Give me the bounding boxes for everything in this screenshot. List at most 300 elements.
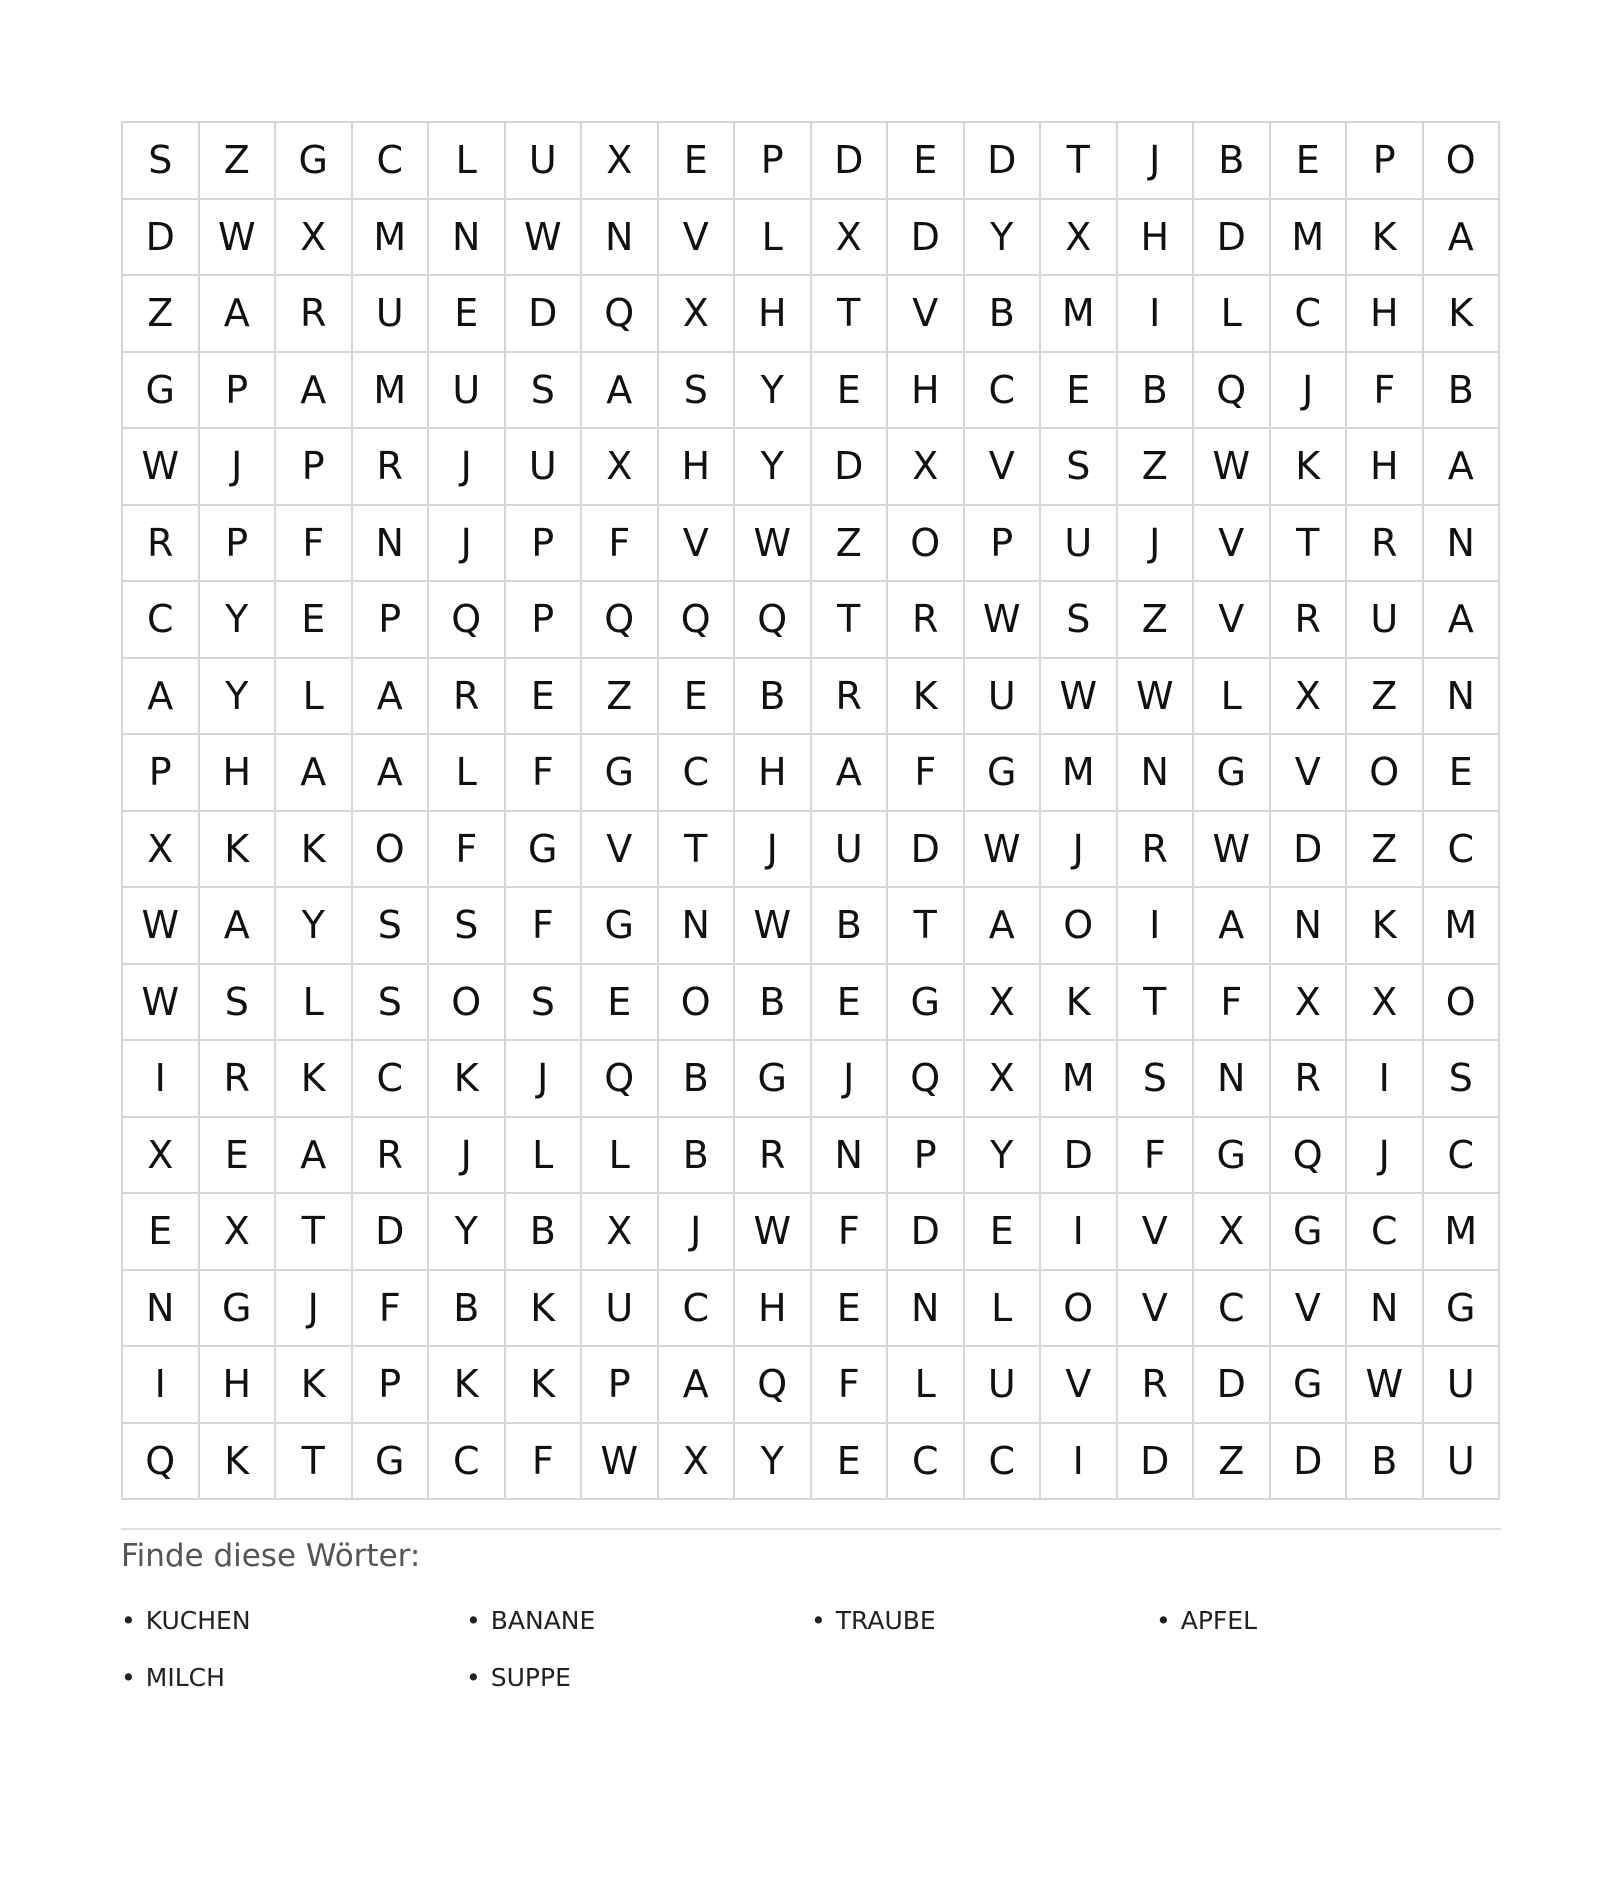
grid-cell[interactable]: F <box>1118 1118 1195 1195</box>
grid-cell[interactable]: E <box>276 582 353 659</box>
grid-cell[interactable]: V <box>1271 1271 1348 1348</box>
grid-cell[interactable]: J <box>429 429 506 506</box>
grid-cell[interactable]: J <box>429 1118 506 1195</box>
grid-cell[interactable]: P <box>123 735 200 812</box>
grid-cell[interactable]: O <box>1041 888 1118 965</box>
grid-cell[interactable]: D <box>812 429 889 506</box>
grid-cell[interactable]: E <box>965 1194 1042 1271</box>
grid-cell[interactable]: H <box>659 429 736 506</box>
grid-cell[interactable]: K <box>888 659 965 736</box>
grid-cell[interactable]: G <box>353 1424 430 1501</box>
grid-cell[interactable]: A <box>353 659 430 736</box>
grid-cell[interactable]: X <box>582 1194 659 1271</box>
grid-cell[interactable]: A <box>1424 582 1501 659</box>
grid-cell[interactable]: C <box>965 353 1042 430</box>
grid-cell[interactable]: X <box>1194 1194 1271 1271</box>
grid-cell[interactable]: D <box>123 200 200 277</box>
grid-cell[interactable]: I <box>1118 888 1195 965</box>
grid-cell[interactable]: C <box>1424 1118 1501 1195</box>
grid-cell[interactable]: F <box>429 812 506 889</box>
grid-cell[interactable]: X <box>123 812 200 889</box>
grid-cell[interactable]: B <box>1347 1424 1424 1501</box>
grid-cell[interactable]: T <box>276 1194 353 1271</box>
grid-cell[interactable]: C <box>1194 1271 1271 1348</box>
grid-cell[interactable]: Q <box>582 1041 659 1118</box>
grid-cell[interactable]: P <box>1347 123 1424 200</box>
grid-cell[interactable]: M <box>1041 276 1118 353</box>
grid-cell[interactable]: I <box>1041 1424 1118 1501</box>
grid-cell[interactable]: Q <box>1271 1118 1348 1195</box>
grid-cell[interactable]: R <box>735 1118 812 1195</box>
grid-cell[interactable]: E <box>659 123 736 200</box>
grid-cell[interactable]: K <box>276 1347 353 1424</box>
grid-cell[interactable]: E <box>888 123 965 200</box>
grid-cell[interactable]: X <box>965 1041 1042 1118</box>
grid-cell[interactable]: H <box>888 353 965 430</box>
grid-cell[interactable]: N <box>1194 1041 1271 1118</box>
grid-cell[interactable]: P <box>735 123 812 200</box>
grid-cell[interactable]: D <box>888 812 965 889</box>
grid-cell[interactable]: X <box>200 1194 277 1271</box>
grid-cell[interactable]: U <box>1347 582 1424 659</box>
grid-cell[interactable]: Q <box>429 582 506 659</box>
grid-cell[interactable]: L <box>1194 276 1271 353</box>
grid-cell[interactable]: H <box>735 1271 812 1348</box>
grid-cell[interactable]: K <box>429 1347 506 1424</box>
grid-cell[interactable]: O <box>659 965 736 1042</box>
grid-cell[interactable]: E <box>582 965 659 1042</box>
grid-cell[interactable]: P <box>888 1118 965 1195</box>
grid-cell[interactable]: I <box>123 1041 200 1118</box>
grid-cell[interactable]: C <box>888 1424 965 1501</box>
grid-cell[interactable]: Y <box>965 200 1042 277</box>
grid-cell[interactable]: C <box>965 1424 1042 1501</box>
grid-cell[interactable]: J <box>1118 123 1195 200</box>
grid-cell[interactable]: Y <box>429 1194 506 1271</box>
grid-cell[interactable]: L <box>1194 659 1271 736</box>
grid-cell[interactable]: J <box>1041 812 1118 889</box>
grid-cell[interactable]: Z <box>1118 429 1195 506</box>
grid-cell[interactable]: F <box>506 1424 583 1501</box>
grid-cell[interactable]: A <box>276 735 353 812</box>
grid-cell[interactable]: S <box>1118 1041 1195 1118</box>
grid-cell[interactable]: S <box>1041 429 1118 506</box>
grid-cell[interactable]: P <box>353 1347 430 1424</box>
grid-cell[interactable]: H <box>200 735 277 812</box>
grid-cell[interactable]: A <box>353 735 430 812</box>
grid-cell[interactable]: K <box>200 1424 277 1501</box>
grid-cell[interactable]: H <box>735 276 812 353</box>
grid-cell[interactable]: K <box>1347 888 1424 965</box>
grid-cell[interactable]: W <box>735 888 812 965</box>
grid-cell[interactable]: W <box>735 1194 812 1271</box>
grid-cell[interactable]: D <box>965 123 1042 200</box>
grid-cell[interactable]: N <box>429 200 506 277</box>
grid-cell[interactable]: U <box>1424 1347 1501 1424</box>
grid-cell[interactable]: X <box>1271 659 1348 736</box>
grid-cell[interactable]: I <box>1347 1041 1424 1118</box>
grid-cell[interactable]: R <box>1118 1347 1195 1424</box>
grid-cell[interactable]: F <box>506 888 583 965</box>
grid-cell[interactable]: E <box>200 1118 277 1195</box>
grid-cell[interactable]: E <box>812 353 889 430</box>
grid-cell[interactable]: V <box>659 200 736 277</box>
grid-cell[interactable]: D <box>1271 1424 1348 1501</box>
grid-cell[interactable]: E <box>506 659 583 736</box>
grid-cell[interactable]: L <box>735 200 812 277</box>
grid-cell[interactable]: V <box>582 812 659 889</box>
grid-cell[interactable]: X <box>1347 965 1424 1042</box>
grid-cell[interactable]: L <box>506 1118 583 1195</box>
grid-cell[interactable]: B <box>1118 353 1195 430</box>
grid-cell[interactable]: K <box>506 1271 583 1348</box>
grid-cell[interactable]: P <box>200 506 277 583</box>
grid-cell[interactable]: G <box>1424 1271 1501 1348</box>
grid-cell[interactable]: E <box>429 276 506 353</box>
grid-cell[interactable]: W <box>1194 429 1271 506</box>
grid-cell[interactable]: J <box>1271 353 1348 430</box>
grid-cell[interactable]: T <box>1118 965 1195 1042</box>
grid-cell[interactable]: F <box>1347 353 1424 430</box>
grid-cell[interactable]: T <box>1041 123 1118 200</box>
grid-cell[interactable]: W <box>1041 659 1118 736</box>
grid-cell[interactable]: F <box>582 506 659 583</box>
grid-cell[interactable]: R <box>1118 812 1195 889</box>
grid-cell[interactable]: K <box>276 1041 353 1118</box>
grid-cell[interactable]: O <box>353 812 430 889</box>
grid-cell[interactable]: Q <box>735 1347 812 1424</box>
grid-cell[interactable]: B <box>659 1118 736 1195</box>
grid-cell[interactable]: B <box>1424 353 1501 430</box>
grid-cell[interactable]: K <box>1041 965 1118 1042</box>
grid-cell[interactable]: G <box>1194 735 1271 812</box>
grid-cell[interactable]: M <box>1424 888 1501 965</box>
grid-cell[interactable]: M <box>353 353 430 430</box>
grid-cell[interactable]: E <box>123 1194 200 1271</box>
grid-cell[interactable]: H <box>200 1347 277 1424</box>
grid-cell[interactable]: B <box>965 276 1042 353</box>
grid-cell[interactable]: B <box>735 965 812 1042</box>
grid-cell[interactable]: Q <box>582 276 659 353</box>
grid-cell[interactable]: U <box>965 1347 1042 1424</box>
grid-cell[interactable]: V <box>1194 582 1271 659</box>
grid-cell[interactable]: M <box>1041 735 1118 812</box>
grid-cell[interactable]: R <box>429 659 506 736</box>
grid-cell[interactable]: Z <box>582 659 659 736</box>
grid-cell[interactable]: C <box>429 1424 506 1501</box>
grid-cell[interactable]: J <box>812 1041 889 1118</box>
grid-cell[interactable]: L <box>965 1271 1042 1348</box>
grid-cell[interactable]: T <box>1271 506 1348 583</box>
grid-cell[interactable]: D <box>1041 1118 1118 1195</box>
grid-cell[interactable]: X <box>582 429 659 506</box>
grid-cell[interactable]: F <box>1194 965 1271 1042</box>
grid-cell[interactable]: P <box>353 582 430 659</box>
grid-cell[interactable]: N <box>582 200 659 277</box>
grid-cell[interactable]: A <box>1194 888 1271 965</box>
grid-cell[interactable]: P <box>582 1347 659 1424</box>
grid-cell[interactable]: N <box>1271 888 1348 965</box>
grid-cell[interactable]: V <box>1118 1271 1195 1348</box>
grid-cell[interactable]: W <box>1194 812 1271 889</box>
grid-cell[interactable]: A <box>659 1347 736 1424</box>
grid-cell[interactable]: K <box>1424 276 1501 353</box>
grid-cell[interactable]: E <box>1041 353 1118 430</box>
grid-cell[interactable]: X <box>123 1118 200 1195</box>
grid-cell[interactable]: V <box>888 276 965 353</box>
grid-cell[interactable]: B <box>1194 123 1271 200</box>
grid-cell[interactable]: Z <box>200 123 277 200</box>
grid-cell[interactable]: E <box>812 965 889 1042</box>
grid-cell[interactable]: Y <box>735 429 812 506</box>
grid-cell[interactable]: C <box>1271 276 1348 353</box>
grid-cell[interactable]: O <box>1347 735 1424 812</box>
grid-cell[interactable]: W <box>735 506 812 583</box>
grid-cell[interactable]: O <box>1424 123 1501 200</box>
grid-cell[interactable]: A <box>1424 429 1501 506</box>
grid-cell[interactable]: T <box>276 1424 353 1501</box>
grid-cell[interactable]: J <box>429 506 506 583</box>
grid-cell[interactable]: L <box>582 1118 659 1195</box>
grid-cell[interactable]: G <box>506 812 583 889</box>
grid-cell[interactable]: K <box>429 1041 506 1118</box>
grid-cell[interactable]: U <box>1041 506 1118 583</box>
grid-cell[interactable]: D <box>1271 812 1348 889</box>
grid-cell[interactable]: E <box>812 1424 889 1501</box>
grid-cell[interactable]: R <box>1271 582 1348 659</box>
grid-cell[interactable]: V <box>965 429 1042 506</box>
grid-cell[interactable]: N <box>1424 659 1501 736</box>
grid-cell[interactable]: R <box>353 429 430 506</box>
grid-cell[interactable]: A <box>582 353 659 430</box>
grid-cell[interactable]: P <box>506 506 583 583</box>
grid-cell[interactable]: R <box>276 276 353 353</box>
grid-cell[interactable]: N <box>812 1118 889 1195</box>
grid-cell[interactable]: N <box>1424 506 1501 583</box>
grid-cell[interactable]: R <box>888 582 965 659</box>
grid-cell[interactable]: A <box>1424 200 1501 277</box>
grid-cell[interactable]: D <box>1118 1424 1195 1501</box>
grid-cell[interactable]: J <box>506 1041 583 1118</box>
grid-cell[interactable]: Q <box>659 582 736 659</box>
grid-cell[interactable]: L <box>429 123 506 200</box>
grid-cell[interactable]: W <box>582 1424 659 1501</box>
grid-cell[interactable]: B <box>429 1271 506 1348</box>
grid-cell[interactable]: O <box>1424 965 1501 1042</box>
grid-cell[interactable]: Y <box>200 659 277 736</box>
grid-cell[interactable]: V <box>1118 1194 1195 1271</box>
grid-cell[interactable]: Z <box>123 276 200 353</box>
grid-cell[interactable]: A <box>276 1118 353 1195</box>
grid-cell[interactable]: W <box>123 965 200 1042</box>
grid-cell[interactable]: V <box>1041 1347 1118 1424</box>
grid-cell[interactable]: G <box>888 965 965 1042</box>
grid-cell[interactable]: R <box>812 659 889 736</box>
grid-cell[interactable]: Q <box>888 1041 965 1118</box>
grid-cell[interactable]: D <box>888 1194 965 1271</box>
grid-cell[interactable]: U <box>506 123 583 200</box>
grid-cell[interactable]: M <box>1271 200 1348 277</box>
grid-cell[interactable]: K <box>200 812 277 889</box>
grid-cell[interactable]: W <box>506 200 583 277</box>
grid-cell[interactable]: F <box>812 1347 889 1424</box>
grid-cell[interactable]: D <box>1194 1347 1271 1424</box>
grid-cell[interactable]: A <box>812 735 889 812</box>
grid-cell[interactable]: F <box>276 506 353 583</box>
grid-cell[interactable]: H <box>735 735 812 812</box>
grid-cell[interactable]: F <box>353 1271 430 1348</box>
grid-cell[interactable]: S <box>1424 1041 1501 1118</box>
grid-cell[interactable]: I <box>1118 276 1195 353</box>
grid-cell[interactable]: S <box>506 353 583 430</box>
grid-cell[interactable]: U <box>965 659 1042 736</box>
grid-cell[interactable]: Q <box>735 582 812 659</box>
grid-cell[interactable]: J <box>200 429 277 506</box>
grid-cell[interactable]: L <box>276 965 353 1042</box>
grid-cell[interactable]: D <box>812 123 889 200</box>
grid-cell[interactable]: C <box>353 1041 430 1118</box>
grid-cell[interactable]: R <box>123 506 200 583</box>
grid-cell[interactable]: P <box>506 582 583 659</box>
grid-cell[interactable]: F <box>812 1194 889 1271</box>
grid-cell[interactable]: H <box>1347 429 1424 506</box>
grid-cell[interactable]: Q <box>123 1424 200 1501</box>
grid-cell[interactable]: Y <box>200 582 277 659</box>
grid-cell[interactable]: T <box>659 812 736 889</box>
grid-cell[interactable]: H <box>1347 276 1424 353</box>
grid-cell[interactable]: E <box>659 659 736 736</box>
grid-cell[interactable]: B <box>812 888 889 965</box>
grid-cell[interactable]: X <box>1271 965 1348 1042</box>
grid-cell[interactable]: P <box>276 429 353 506</box>
grid-cell[interactable]: B <box>506 1194 583 1271</box>
grid-cell[interactable]: A <box>123 659 200 736</box>
grid-cell[interactable]: N <box>353 506 430 583</box>
grid-cell[interactable]: W <box>965 582 1042 659</box>
grid-cell[interactable]: G <box>1271 1347 1348 1424</box>
grid-cell[interactable]: P <box>965 506 1042 583</box>
grid-cell[interactable]: X <box>582 123 659 200</box>
grid-cell[interactable]: R <box>1271 1041 1348 1118</box>
grid-cell[interactable]: Y <box>276 888 353 965</box>
grid-cell[interactable]: X <box>659 1424 736 1501</box>
grid-cell[interactable]: S <box>429 888 506 965</box>
grid-cell[interactable]: A <box>276 353 353 430</box>
grid-cell[interactable]: X <box>888 429 965 506</box>
grid-cell[interactable]: N <box>1347 1271 1424 1348</box>
grid-cell[interactable]: T <box>812 582 889 659</box>
grid-cell[interactable]: X <box>965 965 1042 1042</box>
grid-cell[interactable]: Q <box>582 582 659 659</box>
grid-cell[interactable]: D <box>888 200 965 277</box>
grid-cell[interactable]: O <box>1041 1271 1118 1348</box>
grid-cell[interactable]: P <box>200 353 277 430</box>
grid-cell[interactable]: U <box>506 429 583 506</box>
grid-cell[interactable]: M <box>1041 1041 1118 1118</box>
grid-cell[interactable]: W <box>123 888 200 965</box>
grid-cell[interactable]: O <box>888 506 965 583</box>
grid-cell[interactable]: G <box>200 1271 277 1348</box>
grid-cell[interactable]: W <box>123 429 200 506</box>
grid-cell[interactable]: N <box>123 1271 200 1348</box>
grid-cell[interactable]: N <box>888 1271 965 1348</box>
grid-cell[interactable]: D <box>506 276 583 353</box>
grid-cell[interactable]: M <box>1424 1194 1501 1271</box>
grid-cell[interactable]: D <box>1194 200 1271 277</box>
grid-cell[interactable]: U <box>353 276 430 353</box>
grid-cell[interactable]: Z <box>812 506 889 583</box>
grid-cell[interactable]: N <box>1118 735 1195 812</box>
grid-cell[interactable]: X <box>1041 200 1118 277</box>
grid-cell[interactable]: Z <box>1118 582 1195 659</box>
grid-cell[interactable]: Z <box>1347 659 1424 736</box>
grid-cell[interactable]: X <box>812 200 889 277</box>
grid-cell[interactable]: Q <box>1194 353 1271 430</box>
grid-cell[interactable]: S <box>353 888 430 965</box>
grid-cell[interactable]: E <box>812 1271 889 1348</box>
grid-cell[interactable]: K <box>1347 200 1424 277</box>
grid-cell[interactable]: J <box>276 1271 353 1348</box>
grid-cell[interactable]: X <box>659 276 736 353</box>
grid-cell[interactable]: G <box>582 888 659 965</box>
grid-cell[interactable]: R <box>1347 506 1424 583</box>
grid-cell[interactable]: H <box>1118 200 1195 277</box>
grid-cell[interactable]: Z <box>1194 1424 1271 1501</box>
grid-cell[interactable]: C <box>353 123 430 200</box>
grid-cell[interactable]: C <box>1424 812 1501 889</box>
grid-cell[interactable]: O <box>429 965 506 1042</box>
grid-cell[interactable]: Y <box>735 1424 812 1501</box>
grid-cell[interactable]: S <box>659 353 736 430</box>
grid-cell[interactable]: M <box>353 200 430 277</box>
grid-cell[interactable]: G <box>1194 1118 1271 1195</box>
grid-cell[interactable]: L <box>276 659 353 736</box>
grid-cell[interactable]: G <box>276 123 353 200</box>
grid-cell[interactable]: C <box>1347 1194 1424 1271</box>
grid-cell[interactable]: D <box>353 1194 430 1271</box>
grid-cell[interactable]: S <box>1041 582 1118 659</box>
grid-cell[interactable]: V <box>659 506 736 583</box>
grid-cell[interactable]: G <box>1271 1194 1348 1271</box>
grid-cell[interactable]: G <box>965 735 1042 812</box>
grid-cell[interactable]: J <box>735 812 812 889</box>
grid-cell[interactable]: R <box>200 1041 277 1118</box>
grid-cell[interactable]: B <box>735 659 812 736</box>
grid-cell[interactable]: J <box>659 1194 736 1271</box>
grid-cell[interactable]: B <box>659 1041 736 1118</box>
grid-cell[interactable]: F <box>888 735 965 812</box>
grid-cell[interactable]: J <box>1118 506 1195 583</box>
grid-cell[interactable]: V <box>1271 735 1348 812</box>
grid-cell[interactable]: X <box>276 200 353 277</box>
grid-cell[interactable]: L <box>888 1347 965 1424</box>
grid-cell[interactable]: S <box>353 965 430 1042</box>
grid-cell[interactable]: I <box>123 1347 200 1424</box>
grid-cell[interactable]: K <box>276 812 353 889</box>
grid-cell[interactable]: C <box>123 582 200 659</box>
grid-cell[interactable]: A <box>200 276 277 353</box>
grid-cell[interactable]: L <box>429 735 506 812</box>
grid-cell[interactable]: K <box>1271 429 1348 506</box>
grid-cell[interactable]: K <box>506 1347 583 1424</box>
grid-cell[interactable]: W <box>1118 659 1195 736</box>
grid-cell[interactable]: U <box>429 353 506 430</box>
grid-cell[interactable]: U <box>582 1271 659 1348</box>
grid-cell[interactable]: V <box>1194 506 1271 583</box>
grid-cell[interactable]: U <box>1424 1424 1501 1501</box>
grid-cell[interactable]: J <box>1347 1118 1424 1195</box>
grid-cell[interactable]: W <box>200 200 277 277</box>
